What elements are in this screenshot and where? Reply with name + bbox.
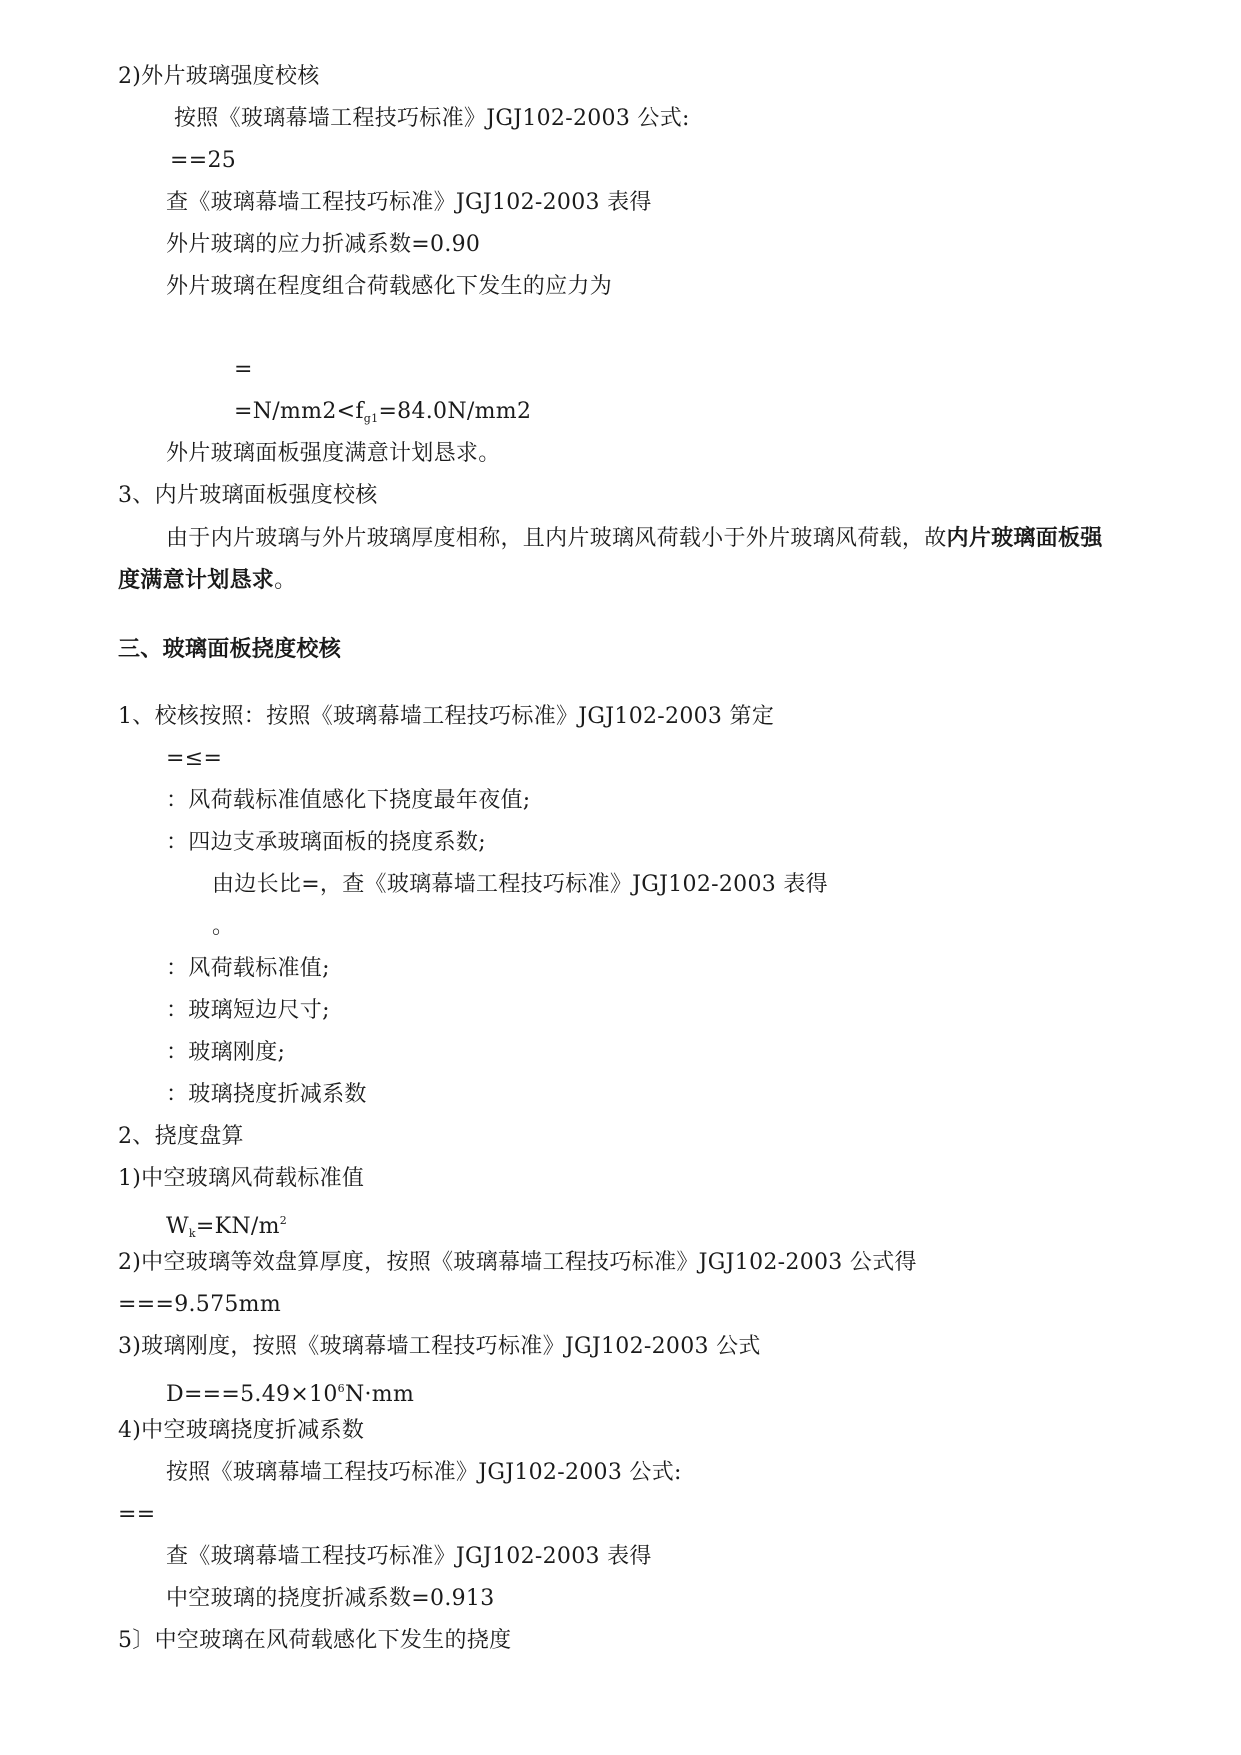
text-line: 查《玻璃幕墙工程技巧标准》JGJ102-2003 表得 <box>166 190 652 215</box>
text-line <box>166 523 1103 554</box>
definition-line: ：玻璃刚度; <box>166 1040 286 1065</box>
subsection-heading: 2)外片玻璃强度校核 <box>118 64 320 89</box>
formula-line: = <box>234 357 253 382</box>
superscript: 2 <box>279 1214 288 1227</box>
formula-part: =KN/m <box>195 1214 280 1239</box>
formula-line: =≤= <box>166 746 223 771</box>
text-line: 由边长比=，查《玻璃幕墙工程技巧标准》JGJ102-2003 表得 <box>212 872 828 897</box>
text-part: 。 <box>274 568 297 593</box>
definition-line: ：风荷载标准值; <box>166 956 330 981</box>
formula-part: =84.0N/mm2 <box>378 399 532 424</box>
formula-line: == <box>118 1502 156 1527</box>
subsection-heading: 2、挠度盘算 <box>118 1124 244 1149</box>
subsection-heading: 3、内片玻璃面板强度校核 <box>118 483 378 508</box>
definition-line: ：玻璃挠度折减系数 <box>166 1082 367 1107</box>
definition-line: ：四边支承玻璃面板的挠度系数; <box>166 830 486 855</box>
subscript: k <box>188 1227 196 1240</box>
bold-text: 度满意计划恳求 <box>118 567 275 593</box>
formula-part: W <box>166 1214 189 1239</box>
formula-part: D===5.49×10 <box>166 1382 338 1407</box>
text-line: 按照《玻璃幕墙工程技巧标准》JGJ102-2003 公式: <box>166 1460 682 1485</box>
text-part: 由于内片玻璃与外片玻璃厚度相称，且内片玻璃风荷载小于外片玻璃风荷载，故 <box>166 526 947 551</box>
definition-line: ：玻璃短边尺寸; <box>166 998 330 1023</box>
bold-text: 内片玻璃面板强 <box>946 525 1103 551</box>
text-line: 按照《玻璃幕墙工程技巧标准》JGJ102-2003 公式: <box>174 106 690 131</box>
superscript: 6 <box>337 1382 345 1395</box>
text-line: 。 <box>212 914 235 939</box>
text-line: 1、校核按照：按照《玻璃幕墙工程技巧标准》JGJ102-2003 第定 <box>118 704 775 729</box>
definition-line: ：风荷载标准值感化下挠度最年夜值; <box>166 788 531 813</box>
subsection-heading: 5〕中空玻璃在风荷载感化下发生的挠度 <box>118 1628 512 1653</box>
subscript: g1 <box>363 412 379 425</box>
subsection-heading: 1)中空玻璃风荷载标准值 <box>118 1166 365 1191</box>
formula-line <box>166 1374 414 1410</box>
subsection-heading: 3)玻璃刚度，按照《玻璃幕墙工程技巧标准》JGJ102-2003 公式 <box>118 1334 761 1359</box>
formula-line <box>234 397 531 434</box>
text-line: 外片玻璃在程度组合荷载感化下发生的应力为 <box>166 274 613 299</box>
formula-line: ===9.575mm <box>118 1292 282 1317</box>
formula-line: ==25 <box>170 148 237 173</box>
text-line: 外片玻璃的应力折减系数=0.90 <box>166 232 481 257</box>
text-line <box>118 565 296 596</box>
formula-part: =N/mm2<f <box>234 399 364 424</box>
text-line: 外片玻璃面板强度满意计划恳求。 <box>166 441 501 466</box>
text-line: 中空玻璃的挠度折减系数=0.913 <box>166 1586 495 1611</box>
formula-part: N·mm <box>344 1382 415 1407</box>
text-line: 查《玻璃幕墙工程技巧标准》JGJ102-2003 表得 <box>166 1544 652 1569</box>
subsection-heading: 4)中空玻璃挠度折减系数 <box>118 1418 365 1443</box>
subsection-heading: 2)中空玻璃等效盘算厚度，按照《玻璃幕墙工程技巧标准》JGJ102-2003 公式得 <box>118 1250 917 1275</box>
section-heading: 三、玻璃面板挠度校核 <box>118 636 342 662</box>
formula-line <box>166 1206 287 1249</box>
